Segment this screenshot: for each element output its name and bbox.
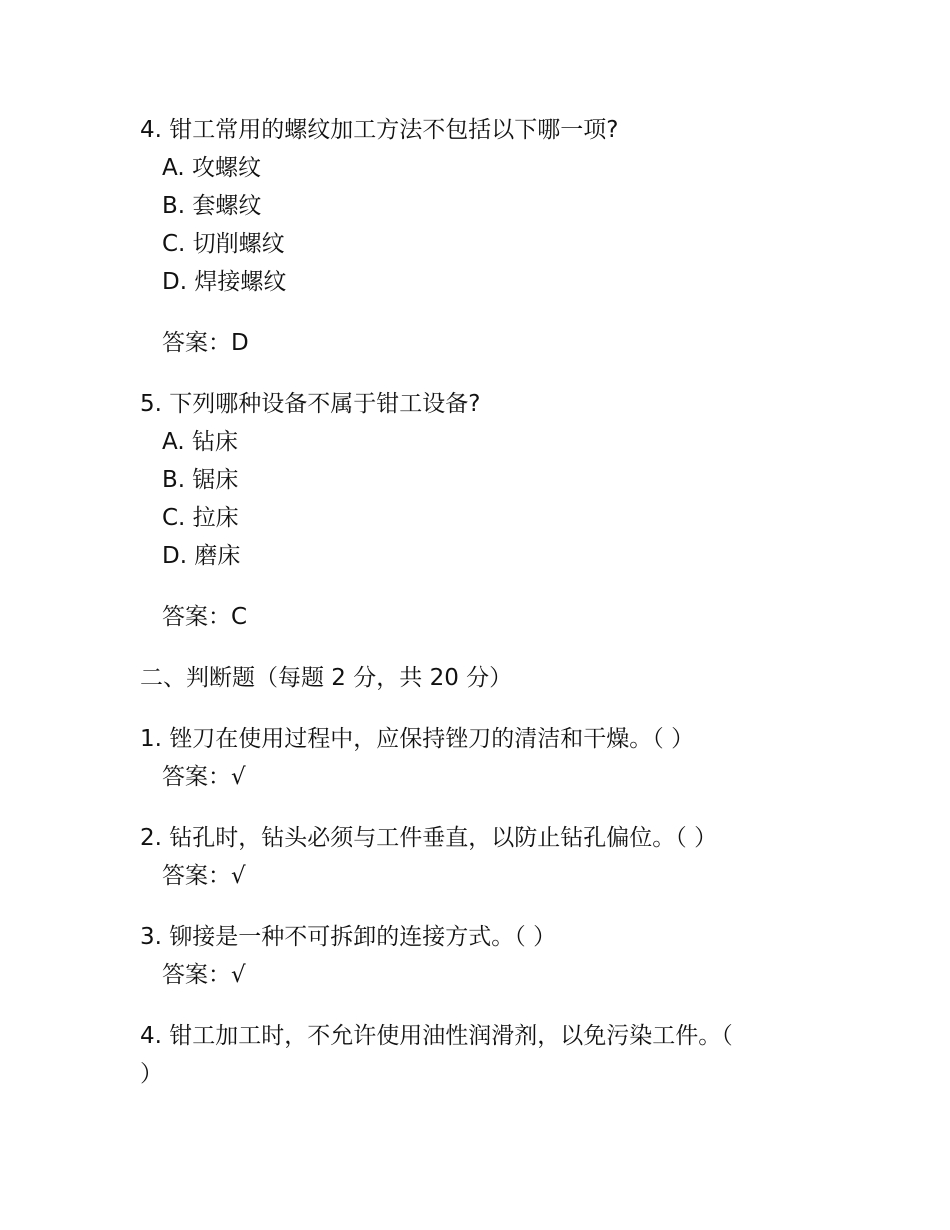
option-b: B. 套螺纹: [162, 193, 262, 219]
option-c: C. 切削螺纹: [162, 231, 285, 257]
question-block: [140, 819, 800, 895]
question-title: 1. 锉刀在使用过程中，应保持锉刀的清洁和干燥。（ ）: [140, 726, 695, 752]
question-title: 2. 钻孔时，钻头必须与工件垂直，以防止钻孔偏位。（ ）: [140, 825, 718, 851]
answer: 答案：D: [162, 330, 249, 356]
option-d: D. 焊接螺纹: [162, 269, 287, 295]
question-title: 3. 铆接是一种不可拆卸的连接方式。（ ）: [140, 924, 557, 950]
option-b: B. 锯床: [162, 467, 239, 493]
question-block: [140, 720, 800, 796]
answer: 答案：√: [162, 962, 246, 988]
question-block: [140, 1017, 800, 1093]
question-title: 5. 下列哪种设备不属于钳工设备?: [140, 391, 481, 417]
document-page: [140, 111, 800, 1093]
answer: 答案：√: [162, 863, 246, 889]
option-a: A. 钻床: [162, 429, 238, 455]
section-heading: 二、判断题（每题 2 分，共 20 分）: [140, 665, 513, 691]
question-block: [140, 918, 800, 994]
question-title: 4. 钳工常用的螺纹加工方法不包括以下哪一项?: [140, 117, 619, 143]
question-title-continued: ）: [140, 1061, 163, 1087]
option-c: C. 拉床: [162, 505, 239, 531]
question-block: [140, 111, 800, 362]
answer: 答案：√: [162, 764, 246, 790]
option-a: A. 攻螺纹: [162, 155, 261, 181]
question-title: 4. 钳工加工时，不允许使用油性润滑剂，以免污染工件。（: [140, 1023, 733, 1049]
question-block: [140, 385, 800, 636]
option-d: D. 磨床: [162, 543, 241, 569]
answer: 答案：C: [162, 604, 248, 630]
